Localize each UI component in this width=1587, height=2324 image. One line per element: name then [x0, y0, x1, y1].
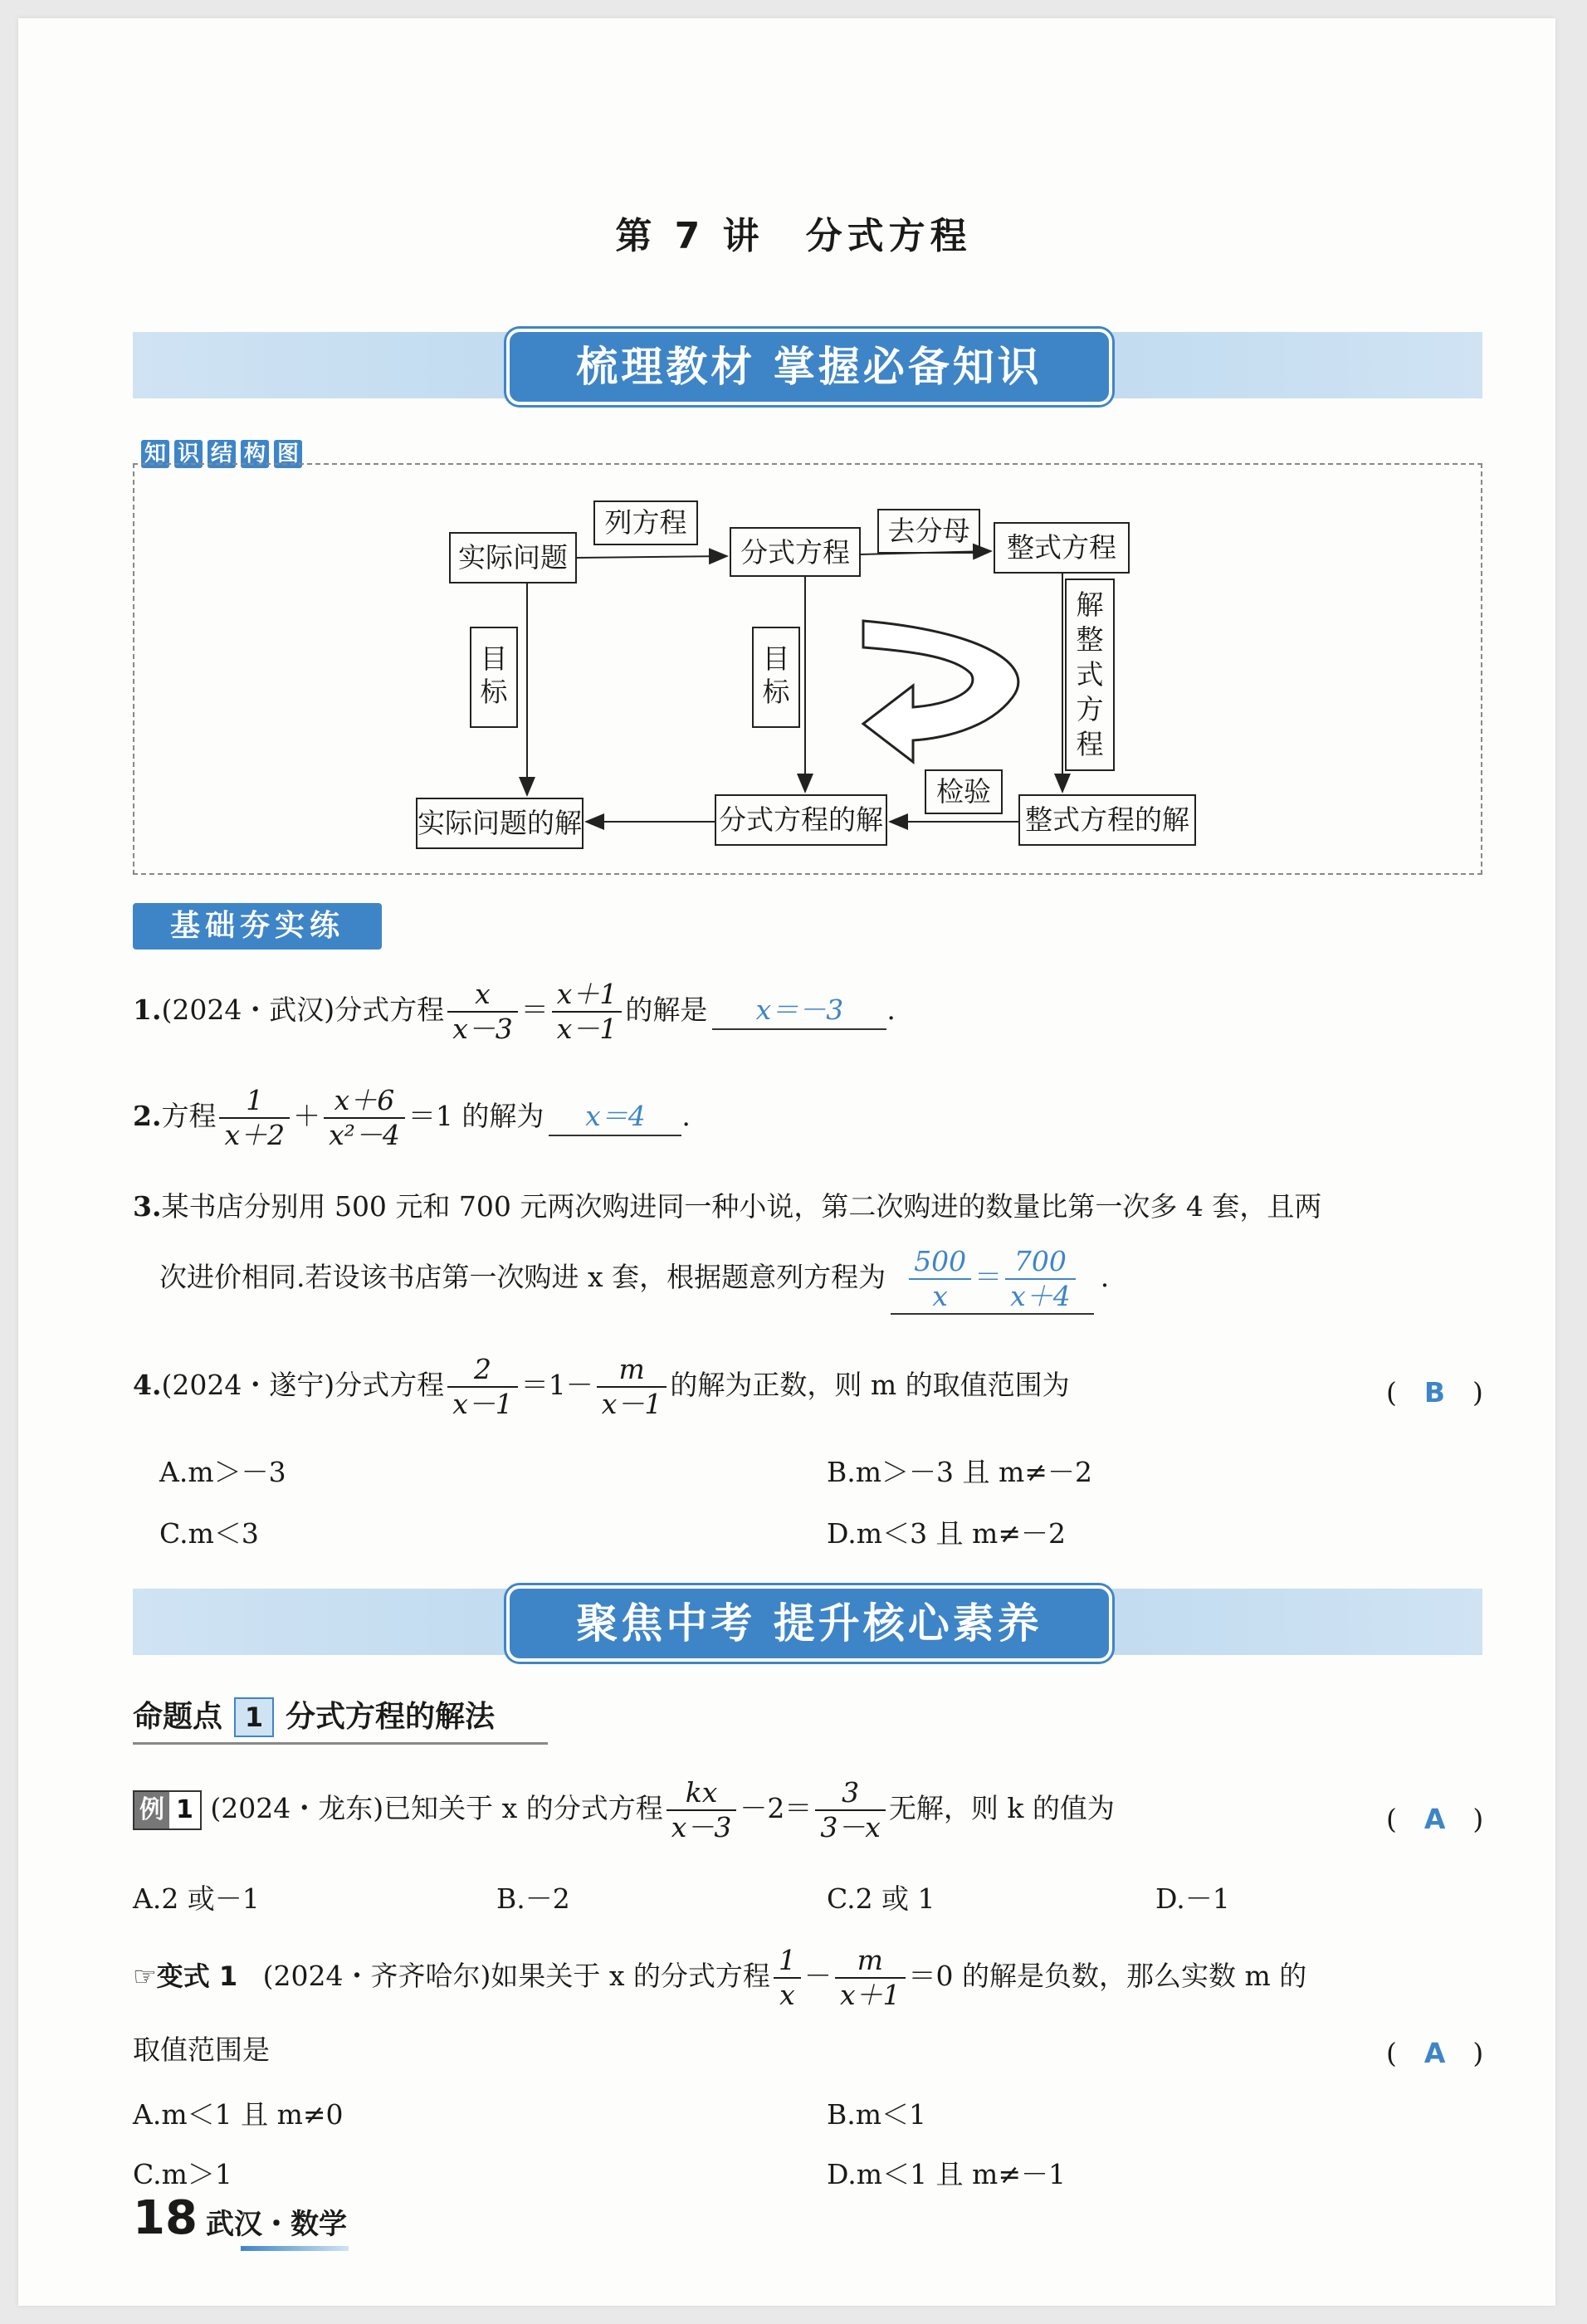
numerator: 2 [447, 1353, 518, 1388]
fraction [667, 1776, 737, 1844]
numerator: x＋1 [552, 978, 623, 1013]
q-number: 2. [133, 1100, 162, 1132]
knowledge-tag-char: 图 [274, 440, 302, 468]
answer-blank: x＝4 [549, 1098, 681, 1136]
node-frac-eq: 分式方程 [740, 536, 850, 569]
edge-solve-int: 解整式方程 [1076, 588, 1104, 760]
section-banner-1-label: 梳理教材 掌握必备知识 [506, 329, 1112, 405]
topic-label: 命题点 [133, 1700, 223, 1734]
answer-choice: A [1423, 1803, 1446, 1835]
numerator: 1 [219, 1084, 290, 1119]
option-b: B.－2 [496, 1882, 570, 1915]
option-d: D.m＜3 且 m≠－2 [827, 1517, 1066, 1550]
operator: ＝ [974, 1261, 1003, 1293]
node-frac-solution: 分式方程的解 [719, 803, 883, 836]
fraction [909, 1245, 971, 1313]
knowledge-tag-char: 结 [208, 440, 236, 468]
numerator: x [447, 978, 518, 1013]
answer-paren: ( B ) [1386, 1376, 1483, 1409]
fraction [815, 1776, 886, 1844]
edge-check: 检验 [936, 775, 991, 808]
option-b: B.m＞－3 且 m≠－2 [827, 1456, 1092, 1488]
numerator: 1 [774, 1944, 801, 1979]
question-4 [133, 1353, 1070, 1421]
operator: －2＝ [740, 1792, 813, 1824]
q-text: ＝1 的解为 [408, 1100, 544, 1132]
edge-list-eq: 列方程 [604, 506, 687, 539]
q-source: (2024・遂宁)分式方程 [161, 1369, 445, 1401]
variant-1 [133, 1944, 1306, 2012]
edge-goal-1: 目标 [480, 642, 508, 708]
denominator: x [779, 1979, 795, 2011]
denominator: x＋4 [1010, 1280, 1071, 1312]
numerator: 3 [815, 1776, 886, 1811]
option-c: C.2 或 1 [827, 1882, 935, 1915]
denominator: x＋2 [224, 1119, 286, 1151]
q-text: 某书店分别用 500 元和 700 元两次购进同一种小说，第二次购进的数量比第一次多 4 套，且两 [161, 1190, 1322, 1223]
knowledge-tag-char: 构 [241, 440, 269, 468]
option-c: C.m＞1 [133, 2158, 232, 2190]
section-banner-2 [133, 1589, 1482, 1655]
answer-choice: A [1423, 2037, 1446, 2069]
example-box-label: 例 [134, 1792, 169, 1828]
page-title: 第 7 讲 分式方程 [615, 215, 972, 257]
numerator: 500 [909, 1245, 971, 1280]
operator: ＋ [293, 1100, 321, 1132]
fraction [552, 978, 623, 1046]
q-end: . [886, 994, 896, 1026]
question-3-line2 [159, 1245, 1109, 1315]
diagram-svg [0, 0, 1587, 913]
footer-text: 武汉・数学 [206, 2208, 347, 2241]
answer-choice: B [1423, 1376, 1446, 1409]
answer-paren: ( A ) [1386, 1803, 1484, 1835]
practice-tag: 基础夯实练 [133, 903, 382, 950]
section-banner-2-label: 聚焦中考 提升核心素养 [506, 1585, 1112, 1662]
example-box [133, 1790, 202, 1830]
answer-paren: ( A ) [1386, 2037, 1484, 2069]
q-text: 的解是 [625, 994, 708, 1026]
node-real-solution: 实际问题的解 [418, 807, 582, 839]
operator: ＝1－ [520, 1369, 593, 1401]
option-d: D.－1 [1155, 1882, 1230, 1915]
fraction [447, 978, 518, 1046]
option-a: A.2 或－1 [133, 1882, 260, 1915]
footer-underline [241, 2246, 349, 2251]
denominator: x－3 [452, 1013, 513, 1045]
q-source: (2024・齐齐哈尔)如果关于 x 的分式方程 [262, 1960, 770, 1992]
denominator: x＋1 [839, 1979, 901, 2011]
q-source: (2024・武汉)分式方程 [161, 994, 445, 1026]
operator: ＝ [520, 994, 549, 1026]
option-a: A.m＞－3 [159, 1456, 286, 1488]
q-end: . [681, 1100, 691, 1132]
denominator: x²－4 [329, 1119, 400, 1151]
topic-number: 1 [234, 1697, 274, 1737]
q-text: 的解为正数，则 m 的取值范围为 [670, 1369, 1070, 1401]
q-text: 方程 [161, 1100, 217, 1132]
variant-1-line2: 取值范围是 [133, 2034, 270, 2066]
option-c: C.m＜3 [159, 1517, 259, 1550]
node-real-problem: 实际问题 [458, 541, 568, 574]
denominator: 3－x [820, 1811, 881, 1843]
topic-name: 分式方程的解法 [286, 1700, 496, 1734]
fraction [835, 1944, 906, 2012]
question-3 [133, 1189, 1486, 1225]
denominator: x－1 [601, 1388, 662, 1420]
edge-remove-denom: 去分母 [887, 515, 970, 547]
denominator: x－1 [452, 1388, 513, 1420]
answer-blank: x＝－3 [712, 992, 886, 1030]
option-d: D.m＜1 且 m≠－1 [827, 2158, 1066, 2190]
q-number: 4. [133, 1369, 162, 1401]
node-int-solution: 整式方程的解 [1025, 803, 1189, 836]
curved-arrow-icon [863, 621, 1018, 762]
page-number: 18 [133, 2191, 198, 2245]
fraction [219, 1084, 290, 1152]
fraction [1005, 1245, 1076, 1313]
fraction [597, 1353, 667, 1421]
q-text: ＝0 的解是负数，那么实数 m 的 [908, 1960, 1307, 1992]
denominator: x [932, 1280, 948, 1312]
node-int-eq: 整式方程 [1007, 531, 1116, 564]
example-box-number: 1 [169, 1792, 200, 1828]
variant-label: ☞变式 1 [133, 1960, 238, 1992]
denominator: x－1 [556, 1013, 618, 1045]
knowledge-tag-char: 知 [141, 440, 169, 468]
question-2 [133, 1084, 691, 1152]
fraction [324, 1084, 405, 1152]
numerator: 700 [1005, 1245, 1076, 1280]
q-text: 无解，则 k 的值为 [888, 1792, 1115, 1824]
topic-heading [133, 1693, 548, 1745]
question-1 [133, 978, 896, 1046]
option-a: A.m＜1 且 m≠0 [133, 2098, 344, 2131]
q-number: 1. [133, 994, 162, 1026]
example-1 [133, 1776, 1115, 1844]
q-text: 次进价相同.若设该书店第一次购进 x 套，根据题意列方程为 [159, 1261, 886, 1293]
edge-goal-2: 目标 [762, 642, 790, 708]
numerator: m [835, 1944, 906, 1979]
option-b: B.m＜1 [827, 2098, 927, 2131]
knowledge-tag-char: 识 [174, 440, 203, 468]
denominator: x－3 [671, 1811, 732, 1843]
fraction [447, 1353, 518, 1421]
numerator: x＋6 [324, 1084, 405, 1119]
numerator: kx [667, 1776, 737, 1811]
fraction [774, 1944, 801, 2012]
numerator: m [597, 1353, 667, 1388]
q-number: 3. [133, 1190, 162, 1223]
q-end: . [1100, 1261, 1110, 1293]
operator: － [803, 1960, 832, 1992]
answer-blank [891, 1245, 1094, 1315]
q-source: (2024・龙东)已知关于 x 的分式方程 [210, 1792, 663, 1824]
